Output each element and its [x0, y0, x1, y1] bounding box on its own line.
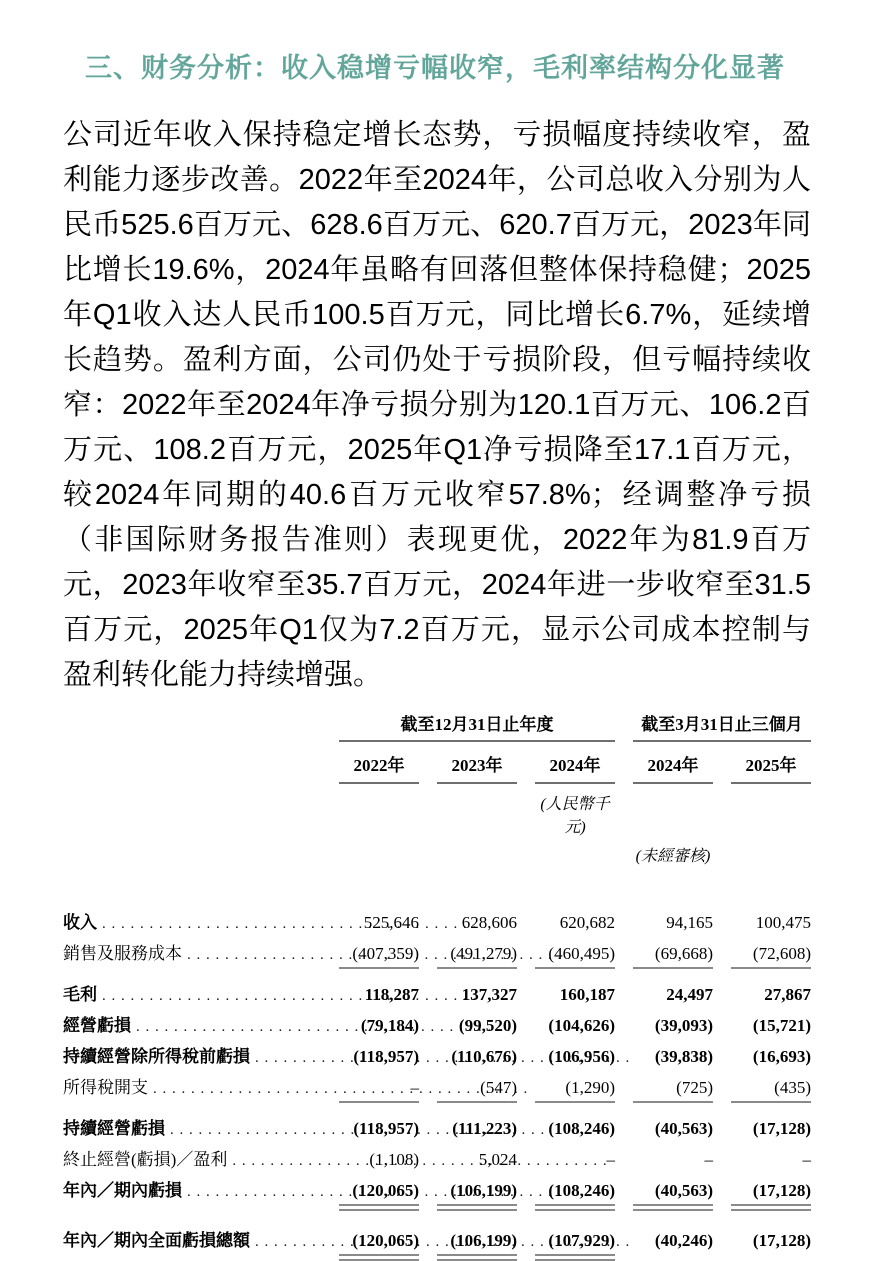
table-group-header-quarter: 截至3月31日止三個月 [633, 710, 811, 742]
table-cell: (107,929) [535, 1231, 615, 1256]
year-header-cell: 2023年 [437, 751, 517, 784]
unit-note-row [63, 791, 811, 837]
table-cell: 620,682 [559, 913, 615, 932]
table-row [63, 1176, 811, 1207]
table-cell: (39,838) [654, 1047, 713, 1066]
table-cell: (106,199) [437, 1231, 517, 1256]
row-label: 銷售及服務成本 [63, 944, 182, 963]
row-label: 年內／期內全面虧損總額 [63, 1231, 250, 1250]
table-cell: (39,093) [654, 1016, 713, 1035]
table-cell: – [802, 1150, 811, 1169]
table-cell: (547) [437, 1078, 517, 1103]
table-cell: (104,626) [548, 1016, 615, 1035]
table-cell: (15,721) [752, 1016, 811, 1035]
row-label-cell [63, 939, 321, 964]
table-cell: (69,668) [633, 944, 713, 969]
document-page [0, 46, 870, 1250]
row-label: 所得稅開支 [63, 1078, 148, 1097]
table-cell: (460,495) [535, 944, 615, 969]
body-paragraph: 公司近年收入保持稳定增长态势，亏损幅度持续收窄，盈利能力逐步改善。2022年至2024年，公司总收入分别为人民币525.6百万元、628.6百万元、620.7百万元，2023年同比增长19.6%，2024年虽略有回落但整体保持稳健；2025年Q1收入达人民币100.5百万元，同比增长6.7%，延续增长趋势。盈利方面，公司仍处于亏损阶段，但亏幅持续收窄：2022年至2024年净亏损分别为120.1百万元、106.2百万元、108.2百万元，2025年Q1净亏损降至17.1百万元，较2024年同期的40.6百万元收窄57.8%；经调整净亏损（非国际财务报告准则）表现更优，2022年为81.9百万元，2023年收窄至35.7百万元，2024年进一步收窄至31.5百万元，2025年Q1仅为7.2百万元，显示公司成本控制与盈利转化能力持续增强。 [63, 119, 811, 691]
table-cell: (17,128) [731, 1181, 811, 1206]
table-cell: (79,184) [360, 1016, 419, 1035]
row-label-cell [63, 1114, 321, 1139]
table-cell: (40,563) [654, 1119, 713, 1138]
table-cell: 24,497 [666, 985, 713, 1004]
table-cell: 525,646 [363, 913, 419, 932]
row-label: 收入 [63, 913, 97, 932]
year-header-cell: 2025年 [731, 751, 811, 784]
row-label: 持續經營虧損 [63, 1119, 165, 1138]
table-cell: (120,065) [339, 1231, 419, 1256]
audit-note-row [63, 843, 811, 866]
unit-note: (人民幣千元) [540, 796, 610, 836]
table-cell: (106,956) [548, 1047, 615, 1066]
row-label-cell [63, 908, 321, 933]
table-cell: (40,563) [633, 1181, 713, 1206]
table-cell: (106,199) [437, 1181, 517, 1206]
table-cell: (491,279) [437, 944, 517, 969]
table-row [63, 1073, 811, 1104]
table-row [63, 1011, 811, 1042]
table-cell: (118,957) [353, 1119, 419, 1138]
table-cell: (16,693) [752, 1047, 811, 1066]
table-cell: (110,676) [451, 1047, 517, 1066]
table-cell: (99,520) [458, 1016, 517, 1035]
table-cell: – [704, 1150, 713, 1169]
table-cell: (120,065) [339, 1181, 419, 1206]
table-cell: (40,246) [654, 1231, 713, 1250]
table-cell: (118,957) [353, 1047, 419, 1066]
year-header-row [63, 751, 811, 784]
table-cell: (108,246) [548, 1119, 615, 1138]
table-cell: (111,223) [452, 1119, 517, 1138]
row-label-cell [63, 1176, 321, 1201]
table-cell: 5,024 [478, 1150, 517, 1169]
row-label: 年內／期內虧損 [63, 1181, 182, 1200]
row-label-cell [63, 1226, 321, 1251]
table-group-header-row [63, 710, 811, 742]
row-label-cell [63, 980, 321, 1005]
table-cell: 100,475 [755, 913, 811, 932]
table-group-header-annual: 截至12月31日止年度 [339, 710, 615, 742]
row-label-cell [63, 1011, 321, 1036]
table-cell: (108,246) [535, 1181, 615, 1206]
table-body [63, 908, 811, 1257]
year-header-cell: 2024年 [633, 751, 713, 784]
table-row [63, 908, 811, 939]
table-cell: (435) [731, 1078, 811, 1103]
table-cell: – [339, 1078, 419, 1103]
table-cell: (725) [633, 1078, 713, 1103]
table-row [63, 1042, 811, 1073]
year-header-cell: 2022年 [339, 751, 419, 784]
table-row [63, 980, 811, 1011]
table-cell: (72,608) [731, 944, 811, 969]
table-cell: 137,327 [461, 985, 517, 1004]
table-cell: – [606, 1150, 615, 1169]
table-cell: 94,165 [666, 913, 713, 932]
table-row [63, 939, 811, 970]
table-cell: (17,128) [752, 1119, 811, 1138]
table-cell: 118,287 [364, 985, 419, 1004]
row-label: 持續經營除所得稅前虧損 [63, 1047, 250, 1066]
row-label: 終止經營(虧損)／盈利 [63, 1150, 228, 1169]
year-header-cell: 2024年 [535, 751, 615, 784]
table-row [63, 1114, 811, 1145]
dot-leader [102, 985, 477, 1005]
row-label: 經營虧損 [63, 1016, 131, 1035]
page-title: 三、财务分析：收入稳增亏幅收窄，毛利率结构分化显著 [85, 53, 785, 83]
row-label-cell [63, 1073, 321, 1098]
row-label-cell [63, 1042, 321, 1067]
dot-leader [102, 913, 477, 933]
table-cell: 628,606 [461, 913, 517, 932]
row-label: 毛利 [63, 985, 97, 1004]
table-cell: 160,187 [559, 985, 615, 1004]
table-cell: (1,108) [369, 1150, 419, 1169]
table-cell: (17,128) [752, 1231, 811, 1250]
financial-table [63, 710, 811, 1257]
table-cell: (1,290) [535, 1078, 615, 1103]
table-row [63, 1145, 811, 1176]
table-row [63, 1226, 811, 1257]
table-cell: (407,359) [339, 944, 419, 969]
row-label-cell [63, 1145, 321, 1170]
table-cell: 27,867 [764, 985, 811, 1004]
audit-note: (未經審核) [635, 848, 711, 865]
